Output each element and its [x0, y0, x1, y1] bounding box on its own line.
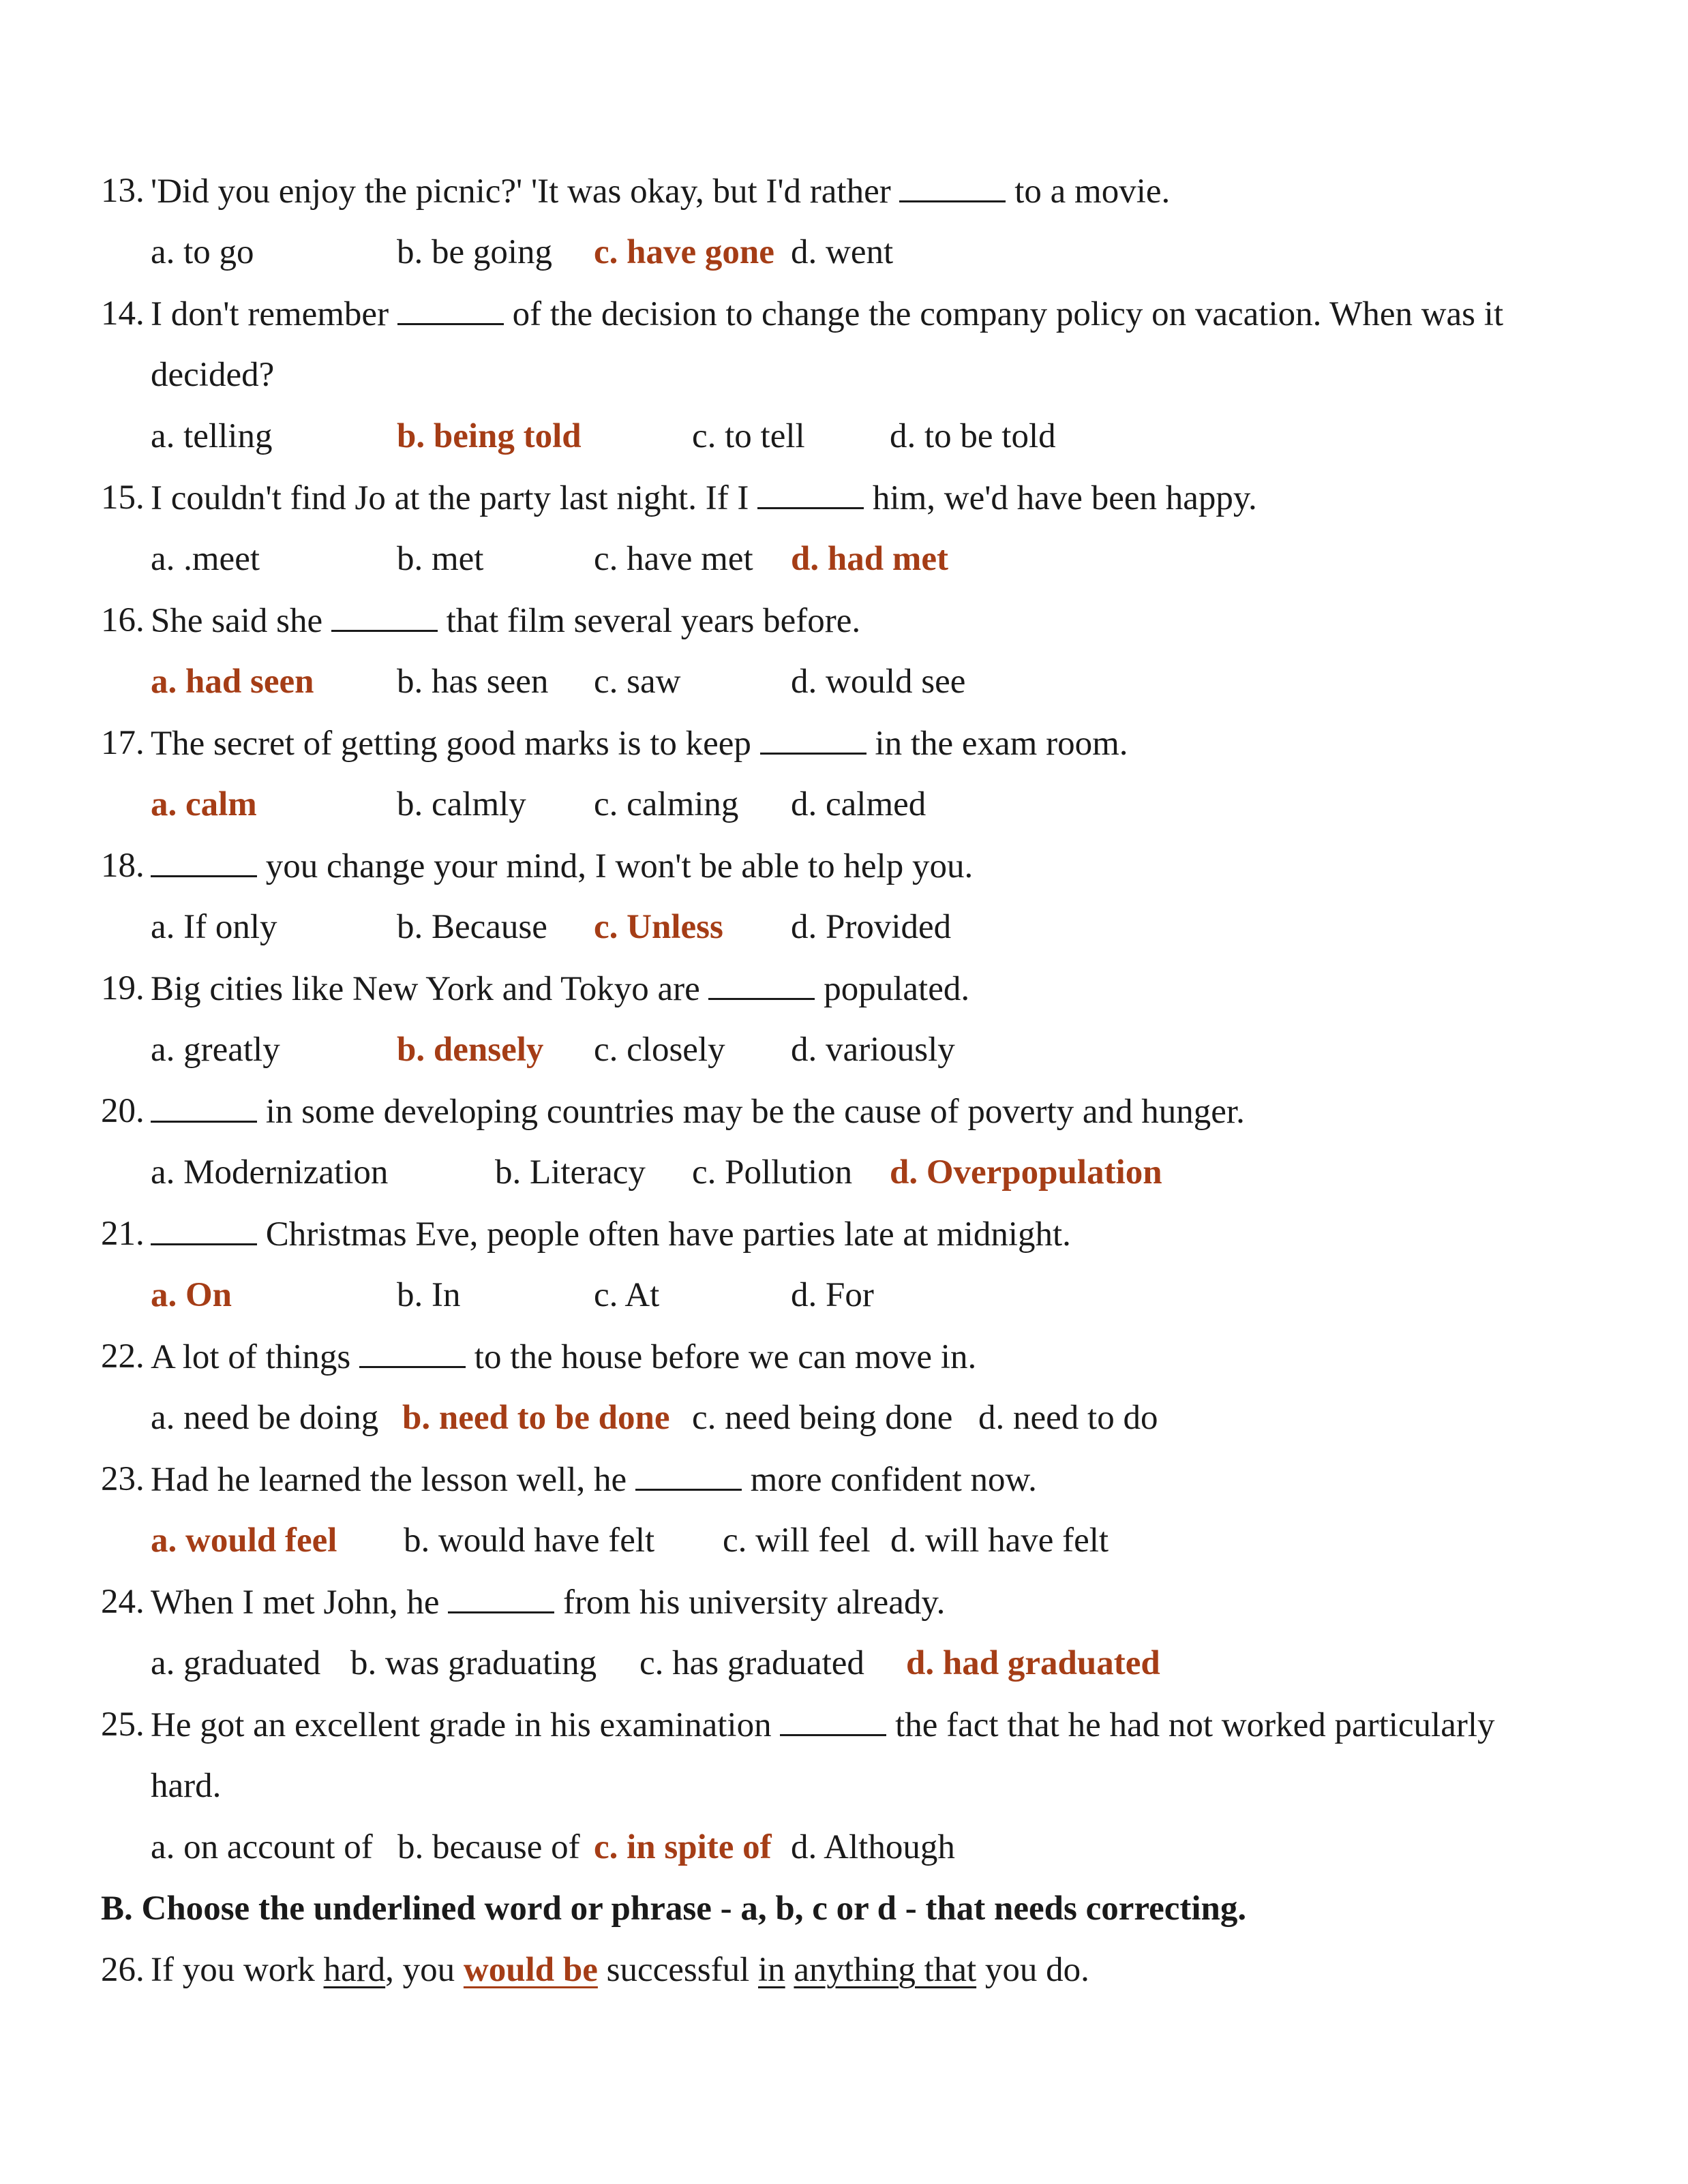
answer-blank [757, 470, 864, 509]
question-number: 18. [101, 847, 145, 885]
question-text: The secret of getting good marks is to keep [151, 725, 751, 763]
question-text: When I met John, he [151, 1583, 440, 1622]
sentence-part: , you [385, 1951, 464, 1989]
sentence-part: you do. [976, 1951, 1089, 1989]
option-d: d. need to do [978, 1399, 1158, 1437]
answer-blank [760, 716, 866, 755]
option-a: a. If only [151, 908, 277, 946]
option-d-correct: d. Overpopulation [890, 1153, 1162, 1192]
question-text: She said she [151, 602, 323, 640]
option-b: b. In [397, 1276, 461, 1314]
question-text: I couldn't find Jo at the party last night. If I [151, 479, 749, 517]
option-b: b. Because [397, 908, 547, 946]
option-d: d. variously [791, 1031, 955, 1069]
question-number: 17. [101, 724, 145, 762]
question-number: 25. [101, 1705, 145, 1744]
question-text-end: from his university already. [562, 1583, 946, 1622]
question-number: 14. [101, 294, 145, 333]
option-b-correct: b. need to be done [402, 1399, 670, 1437]
underlined-option-c: in [758, 1951, 785, 1989]
answer-blank [780, 1697, 886, 1736]
option-b: b. be going [397, 233, 553, 271]
option-c: c. saw [594, 663, 681, 701]
question-number: 19. [101, 969, 145, 1007]
option-c: c. has graduated [639, 1644, 864, 1682]
question-number: 13. [101, 172, 145, 210]
option-a-correct: a. had seen [151, 663, 314, 701]
option-a: a. on account of [151, 1828, 373, 1866]
answer-blank [331, 593, 438, 632]
question-text: 'Did you enjoy the picnic?' 'It was okay, but I'd rather [151, 172, 891, 211]
option-d: d. For [791, 1276, 874, 1314]
option-a: a. Modernization [151, 1153, 389, 1192]
option-c: c. calming [594, 785, 739, 823]
option-d: d. would see [791, 663, 966, 701]
option-a: a. telling [151, 417, 273, 455]
answer-blank [448, 1575, 554, 1613]
option-b: b. calmly [397, 785, 526, 823]
answer-blank [899, 164, 1006, 202]
sentence-part: If you work [151, 1951, 324, 1989]
question-text-end: that film several years before. [446, 602, 861, 640]
option-b: b. would have felt [404, 1521, 655, 1560]
option-c: c. to tell [692, 417, 805, 455]
question-number: 15. [101, 479, 145, 517]
question-text: A lot of things [151, 1338, 351, 1376]
option-b: b. met [397, 540, 484, 578]
question-text: He got an excellent grade in his examination [151, 1706, 772, 1744]
question-text-end: him, we'd have been happy. [872, 479, 1257, 517]
option-d-correct: d. had graduated [906, 1644, 1160, 1682]
answer-blank [708, 961, 815, 1000]
option-a: a. to go [151, 233, 254, 271]
underlined-option-b-correct: would be [463, 1951, 598, 1989]
option-b: b. has seen [397, 663, 549, 701]
answer-blank [397, 286, 504, 325]
option-a-correct: a. calm [151, 785, 257, 823]
option-d: d. went [791, 233, 894, 271]
sentence-part: successful [597, 1951, 758, 1989]
question-text-end: in the exam room. [875, 725, 1128, 763]
option-c-correct: c. Unless [594, 908, 723, 946]
question-number: 21. [101, 1215, 145, 1253]
option-a-correct: a. would feel [151, 1521, 337, 1560]
question-text-end: Christmas Eve, people often have parties late at midnight. [265, 1215, 1071, 1254]
option-a: a. graduated [151, 1644, 321, 1682]
option-b: b. Literacy [495, 1153, 646, 1192]
question-number: 24. [101, 1583, 145, 1621]
option-c: c. closely [594, 1031, 725, 1069]
option-b: b. because of [397, 1828, 580, 1866]
question-number: 20. [101, 1092, 145, 1130]
question-text-end: to the house before we can move in. [474, 1338, 977, 1376]
answer-blank [635, 1452, 742, 1491]
option-d: d. to be told [890, 417, 1056, 455]
option-b: b. was graduating [350, 1644, 597, 1682]
question-text-cont: decided? [151, 356, 275, 394]
option-d-correct: d. had met [791, 540, 948, 578]
option-d: d. Provided [791, 908, 952, 946]
option-b-correct: b. densely [397, 1031, 544, 1069]
option-d: d. Although [791, 1828, 955, 1866]
question-text-end: populated. [824, 970, 970, 1008]
option-b-correct: b. being told [397, 417, 582, 455]
question-text: I don't remember [151, 295, 389, 333]
option-a: a. .meet [151, 540, 260, 578]
question-text: Big cities like New York and Tokyo are [151, 970, 700, 1008]
question-text-cont: hard. [151, 1767, 222, 1805]
section-b-heading: B. Choose the underlined word or phrase - a, b, c or d - that needs correcting. [101, 1890, 1247, 1928]
question-text-end: you change your mind, I won't be able to help you. [265, 847, 974, 885]
question-text-end: the fact that he had not worked particularly [895, 1706, 1495, 1744]
question-text-end: in some developing countries may be the cause of poverty and hunger. [265, 1093, 1245, 1131]
option-c-correct: c. have gone [594, 233, 774, 271]
option-c: c. At [594, 1276, 660, 1314]
option-c: c. need being done [692, 1399, 953, 1437]
answer-blank [151, 838, 257, 877]
question-text-end: more confident now. [750, 1461, 1037, 1499]
option-a-correct: a. On [151, 1276, 232, 1314]
underlined-option-d: anything that [794, 1951, 977, 1989]
option-d: d. calmed [791, 785, 926, 823]
answer-blank [151, 1207, 257, 1245]
option-c-correct: c. in spite of [594, 1828, 772, 1866]
question-number: 16. [101, 601, 145, 639]
underlined-option-a: hard [323, 1951, 386, 1989]
sentence-part [785, 1951, 794, 1989]
question-number: 22. [101, 1337, 145, 1376]
option-a: a. greatly [151, 1031, 280, 1069]
option-c: c. have met [594, 540, 753, 578]
option-c: c. Pollution [692, 1153, 853, 1192]
option-c: c. will feel [723, 1521, 871, 1560]
question-text-end: of the decision to change the company policy on vacation. When was it [512, 295, 1504, 333]
question-number: 23. [101, 1460, 145, 1498]
answer-blank [151, 1084, 257, 1123]
question-number: 26. [101, 1951, 145, 1989]
question-text: Had he learned the lesson well, he [151, 1461, 627, 1499]
question-text-end: to a movie. [1014, 172, 1171, 211]
option-a: a. need be doing [151, 1399, 379, 1437]
answer-blank [359, 1329, 466, 1368]
option-d: d. will have felt [890, 1521, 1109, 1560]
